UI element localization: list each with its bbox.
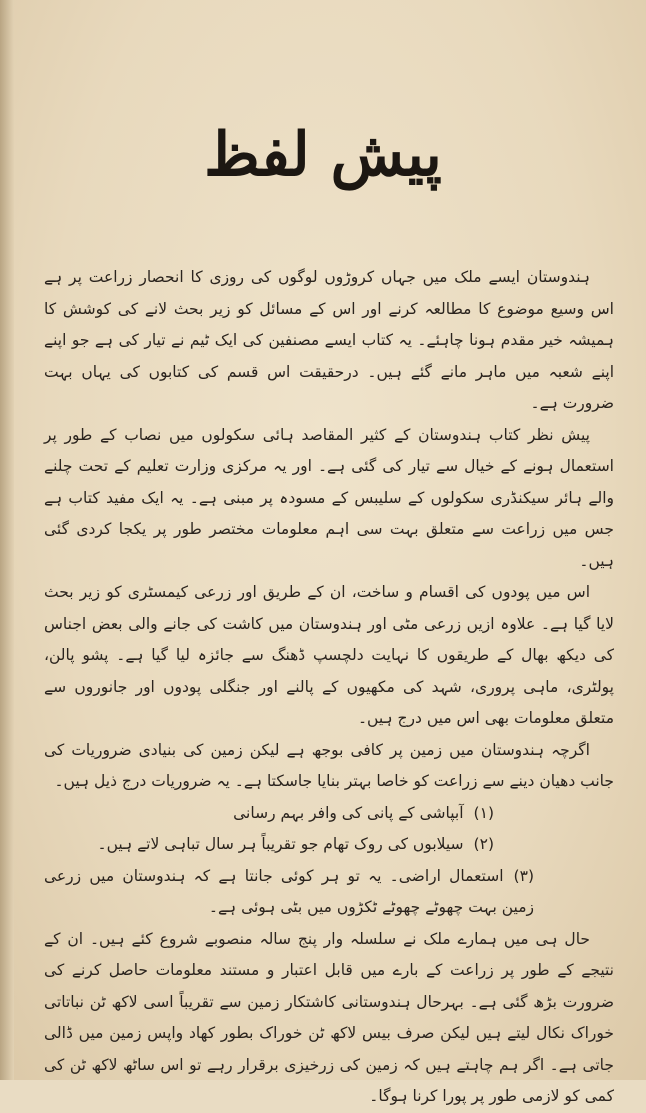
- list-item-number: (۲): [473, 835, 494, 853]
- paragraph-3: اس میں پودوں کی اقسام و ساخت، ان کے طریق اور زرعی کیمسٹری کو زیر بحث لایا گیا ہے۔ علاوہ ازیں زرعی مٹی اور ہندوستان میں کاشت کی جانے والی بعض اجناس کی دیکھ بھال کے طریقوں کا نہایت دلچسپ ڈھنگ سے جائزہ لیا گیا ہے۔ پشو پالن، پولٹری، ماہی پروری، شہد کی مکھیوں کے پالنے اور جنگلی پودوں اور جانوروں سے متعلق معلومات بھی اس میں درج ہیں۔: [44, 583, 614, 727]
- page-title: پیش لفظ: [204, 120, 442, 190]
- closing-paragraph: حال ہی میں ہمارے ملک نے سلسلہ وار پنج سالہ منصوبے شروع کئے ہیں۔ ان کے نتیجے کے طور پر زراعت کے بارے میں قابل اعتبار و مستند معلومات حاصل کرنے کی ضرورت بڑھ گئی ہے۔ بہرحال ہندوستانی کاشتکار زمین سے تقریباً اسی لاکھ ٹن نباتاتی خوراک نکال لیتے ہیں لیکن صرف بیس لاکھ ٹن خوراک بطور کھاد واپس زمین میں ڈالی جاتی ہے۔ اگر ہم چاہتے ہیں کہ زمین کی زرخیزی برقرار رہے تو اس ساٹھ لاکھ ٹن کی کمی کو لازمی طور پر پورا کرنا ہوگا۔: [44, 929, 614, 1105]
- list-item: [44, 861, 614, 924]
- list-item-text: سیلابوں کی روک تھام جو تقریباً ہر سال تباہی لاتے ہیں۔: [97, 835, 464, 853]
- list-item-text: استعمال اراضی۔ یہ تو ہر کوئی جانتا ہے کہ ہندوستان میں زرعی زمین بہت چھوٹے چھوٹے ٹکڑوں میں بٹی ہوئی ہے۔: [44, 866, 534, 916]
- list-item: [44, 829, 614, 861]
- list-item-text: آبپاشی کے پانی کی وافر بہم رسانی: [233, 803, 464, 822]
- list-item-number: (۱): [473, 803, 494, 822]
- paragraph-1: ہندوستان ایسے ملک میں جہاں کروڑوں لوگوں کی روزی کا انحصار زراعت پر ہے اس وسیع موضوع کا مطالعہ کرنے اور اس کے مسائل کو زیر بحث لانے کی کوشش کا ہمیشہ خیر مقدم ہونا چاہئے۔ یہ کتاب ایسے مصنفین کی ایک ٹیم نے تیار کی ہے جو اپنے اپنے شعبہ میں ماہر مانے گئے ہیں۔ درحقیقت اس قسم کی کتابوں کی یہاں بہت ضرورت ہے۔: [44, 268, 614, 412]
- requirements-list: [44, 798, 614, 924]
- list-item-number: (۳): [513, 866, 534, 885]
- body-text: [44, 262, 614, 1113]
- paragraph-4: اگرچہ ہندوستان میں زمین پر کافی بوجھ ہے لیکن زمین کی بنیادی ضروریات کی جانب دھیان دینے سے زراعت کو خاصا بہتر بنایا جاسکتا ہے۔ یہ ضروریات درج ذیل ہیں۔: [44, 740, 614, 790]
- paragraph-2: پیش نظر کتاب ہندوستان کے کثیر المقاصد ہائی سکولوں میں نصاب کے طور پر استعمال ہونے کے خیال سے تیار کی گئی ہے۔ اور یہ مرکزی وزارت تعلیم کے تحت چلنے والے ہائر سیکنڈری سکولوں کے سلیبس کے مسودہ پر مبنی ہے۔ یہ ایک مفید کتاب ہے جس میں زراعت سے متعلق بہت سی اہم معلومات مختصر طور پر یکجا کردی گئی ہیں۔: [44, 425, 614, 570]
- list-item: [44, 798, 614, 830]
